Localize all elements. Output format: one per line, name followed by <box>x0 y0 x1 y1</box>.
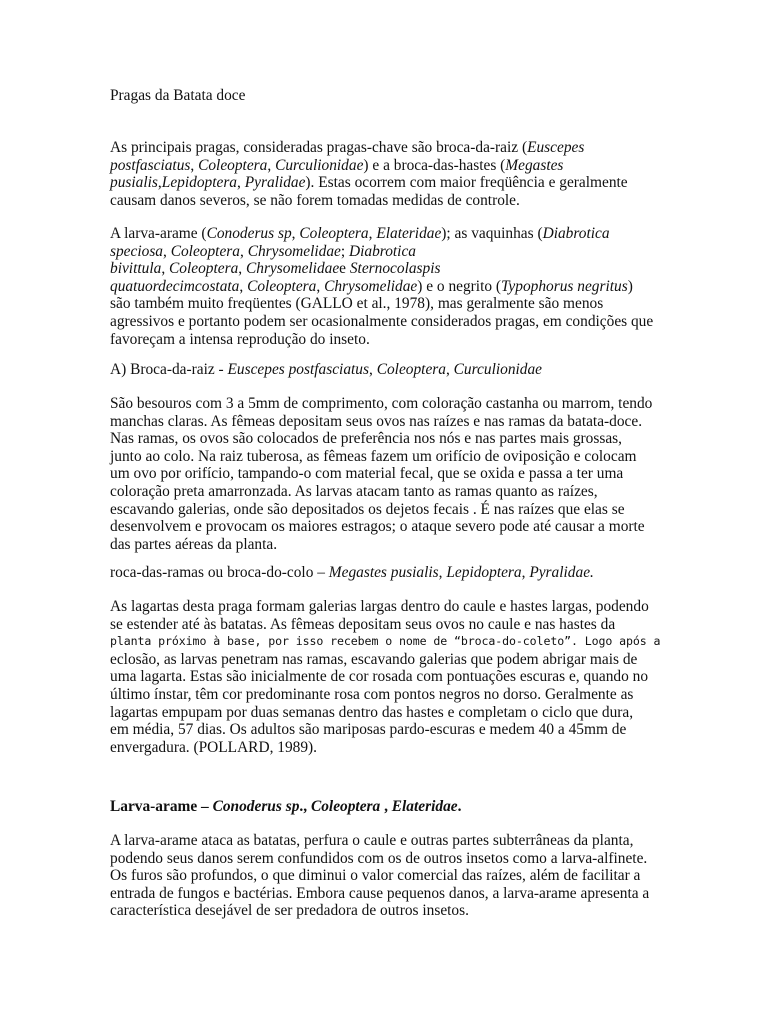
text-line: coloração preta amarronzada. As larvas atacam tanto as ramas quanto as raízes, <box>110 482 598 500</box>
text-line: se estender até às batatas. As fêmeas depositam seus ovos no caule e nas hastes da <box>110 615 616 633</box>
paragraph-broca-das-ramas <box>110 598 660 756</box>
text-line: uma lagarta. Estas são inicialmente de cor rosada com pontuações escuras e, quando no <box>110 668 649 686</box>
paragraph-broca-da-raiz <box>110 395 660 553</box>
text-line: bivittula, Coleoptera, Chrysomelidaee Sternocolaspis <box>110 260 441 278</box>
section-heading-broca-da-raiz: A) Broca-da-raiz - Euscepes postfasciatus, Coleoptera, Curculionidae <box>110 361 543 378</box>
text-line: quatuordecimcostata, Coleoptera, Chrysomelidae) e o negrito (Typophorus negritus) <box>110 277 633 295</box>
text-line: podendo seus danos serem confundidos com os de outros insetos como a larva-alfinete. <box>110 849 648 867</box>
text-line: Nas ramas, os ovos são colocados de preferência nos nós e nas partes mais grossas, <box>110 430 623 448</box>
text-line: pusialis,Lepidoptera, Pyralidae). Estas ocorrem com maior freqüência e geralmente <box>110 174 628 192</box>
text-line: entrada de fungos e bactérias. Embora cause pequenos danos, a larva-arame apresenta a <box>110 884 650 902</box>
text-line: das partes aéreas da planta. <box>110 535 278 553</box>
text-line: eclosão, as larvas penetram nas ramas, escavando galerias que podem abrigar mais de <box>110 650 638 668</box>
text-line: speciosa, Coleoptera, Chrysomelidae; Diabrotica <box>110 242 416 260</box>
text-line: favoreçam a intensa reprodução do inseto. <box>110 330 370 348</box>
section-heading-broca-das-ramas: roca-das-ramas ou broca-do-colo – Megastes pusialis, Lepidoptera, Pyralidae. <box>110 564 594 581</box>
text-line: um ovo por orifício, tampando-o com material fecal, que se oxida e passa a ter uma <box>110 465 624 483</box>
text-line: Os furos são profundos, o que diminui o valor comercial das raízes, além de facilitar a <box>110 867 641 885</box>
paragraph-secondary-pests <box>110 225 660 348</box>
text-line: lagartas empupam por duas semanas dentro das hastes e completam o ciclo que dura, <box>110 703 634 721</box>
paragraph-main-pests <box>110 139 660 209</box>
text-line: São besouros com 3 a 5mm de comprimento, com coloração castanha ou marrom, tendo <box>110 395 653 412</box>
text-line: envergadura. (POLLARD, 1989). <box>110 738 318 756</box>
section-heading-larva-arame: Larva-arame – Conoderus sp., Coleoptera , Elateridae. <box>110 798 462 815</box>
title-text: Pragas da Batata doce <box>110 87 246 104</box>
text-line: escavando galerias, onde são depositados os dejetos fecais . É nas raízes que elas se <box>110 500 625 518</box>
document-title <box>110 87 660 105</box>
text-line: são também muito freqüentes (GALLO et al., 1978), mas geralmente são menos <box>110 295 604 313</box>
text-line: planta próximo à base, por isso recebem o nome de “broca-do-coleto”. Logo após a <box>110 634 661 649</box>
text-line: A larva-arame (Conoderus sp, Coleoptera, Elateridae); as vaquinhas (Diabrotica <box>110 225 610 242</box>
text-line: desenvolvem e provocam os maiores estragos; o ataque severo pode até causar a morte <box>110 518 645 536</box>
text-line: junto ao colo. Na raiz tuberosa, as fêmeas fazem um orifício de oviposição e colocam <box>110 447 637 465</box>
text-line: As lagartas desta praga formam galerias largas dentro do caule e hastes largas, podendo <box>110 598 649 615</box>
text-line: As principais pragas, consideradas pragas-chave são broca-da-raiz (Euscepes <box>110 139 585 156</box>
paragraph-larva-arame <box>110 832 660 920</box>
text-line: causam danos severos, se não forem tomadas medidas de controle. <box>110 191 520 209</box>
text-line: em média, 57 dias. Os adultos são mariposas pardo-escuras e medem 40 a 45mm de <box>110 721 627 739</box>
text-line: último ínstar, têm cor predominante rosa com pontos negros no dorso. Geralmente as <box>110 685 634 703</box>
text-line: A larva-arame ataca as batatas, perfura o caule e outras partes subterrâneas da planta, <box>110 832 634 849</box>
text-line: agressivos e portanto podem ser ocasionalmente considerados pragas, em condições que <box>110 312 654 330</box>
text-line: postfasciatus, Coleoptera, Curculionidae) e a broca-das-hastes (Megastes <box>110 156 564 174</box>
text-line: manchas claras. As fêmeas depositam seus ovos nas raízes e nas ramas da batata-doce. <box>110 412 643 430</box>
text-line: característica desejável de ser predadora de outros insetos. <box>110 902 469 920</box>
